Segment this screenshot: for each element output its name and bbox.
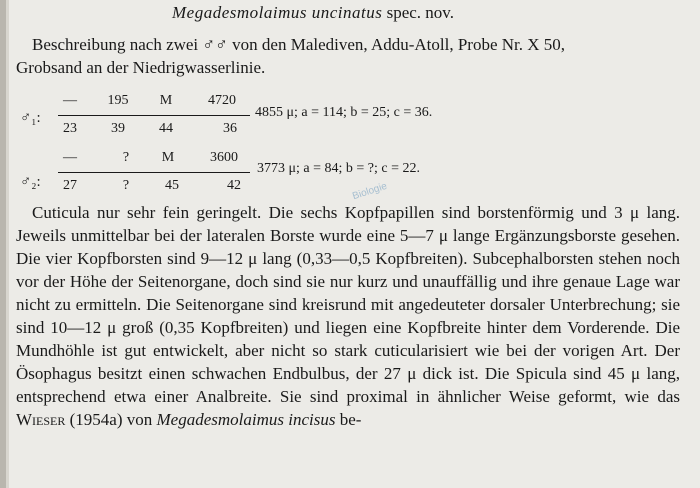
species-heading: [172, 3, 454, 23]
formula-result: 4855 μ; a = 114; b = 25; c = 36.: [255, 105, 433, 120]
formula-top-value: 3600: [210, 150, 238, 165]
paragraph-citation: (1954a) von: [69, 410, 153, 429]
paragraph-main: Cuticula nur sehr fein geringelt. Die sechs Kopfpapillen sind borstenförmig und 3 μ lang. Jeweils unmittelbar bei der lateralen Borste wurde eine 5—7 μ lange Ergänzungsborste gesehen. Die vier Kopfborsten sind 9—12 μ lang (0,33—0,5 Kopfbreiten). Subcephalborsten stehen noch vor der Höhe der Seitenorgane, doch sind sie nur kurz und unauffällig und ihre genaue Lage war nicht zu ermitteln. Die Seitenorgane sind kreisrund mit angedeuteter dorsaler Unterbrechung; sie sind 10—12 μ groß (0,35 Kopfbreiten) und liegen eine Kopfbreite hinter dem Vorderende. Die Mundhöhle ist gut entwickelt, aber nicht so stark cuticularisiert wie bei der vorigen Art. Der Ösophagus besitzt einen schwachen Endbulbus, der 27 μ dick ist. Die Spicula sind 45 μ lang, entsprechend etwa einer Analbreite. Sie sind proximal in ähnlicher Weise geformt, wie das: [16, 203, 680, 406]
formula-bottom-value: 27: [63, 178, 77, 193]
species-status: spec. nov.: [386, 3, 454, 22]
library-watermark: Biologie: [351, 180, 389, 203]
species-reference: Megadesmolaimus incisus: [156, 410, 336, 429]
formula-bottom-value: 36: [223, 121, 237, 136]
fraction-rule: [58, 172, 250, 173]
formula-bottom-value: 42: [227, 178, 241, 193]
formula-bottom-value: ?: [122, 178, 130, 193]
intro-line-1: Beschreibung nach zwei ♂♂ von den Malediven, Addu-Atoll, Probe Nr. X 50,: [32, 35, 566, 54]
formula-bottom-value: 39: [111, 121, 125, 136]
formula-top-value: 4720: [208, 93, 236, 108]
species-name: Megadesmolaimus uncinatus: [172, 3, 383, 22]
formula-bottom-value: 44: [159, 121, 173, 136]
description-paragraph: [16, 201, 680, 431]
page-edge-highlight: [6, 0, 9, 488]
formula-bottom-value: 23: [63, 121, 77, 136]
formula-top-value: M: [159, 93, 173, 108]
formula-top-value: 195: [107, 93, 129, 108]
author-name: Wieser: [16, 410, 66, 429]
paragraph-text: [16, 201, 680, 431]
formula-top-value: ?: [122, 150, 130, 165]
formula-top-value: —: [63, 93, 77, 108]
formula-label: ♂₁:: [20, 110, 41, 126]
formula-label: ♂₂:: [20, 174, 41, 190]
formula-result: 3773 μ; a = 84; b = ?; c = 22.: [257, 161, 421, 176]
paragraph-continuation: be-: [339, 410, 362, 429]
intro-line-2: Grobsand an der Niedrigwasserlinie.: [16, 58, 266, 77]
fraction-rule: [58, 115, 250, 116]
formula-bottom-value: 45: [165, 178, 179, 193]
formula-top-value: M: [161, 150, 175, 165]
formula-top-value: —: [63, 150, 77, 165]
